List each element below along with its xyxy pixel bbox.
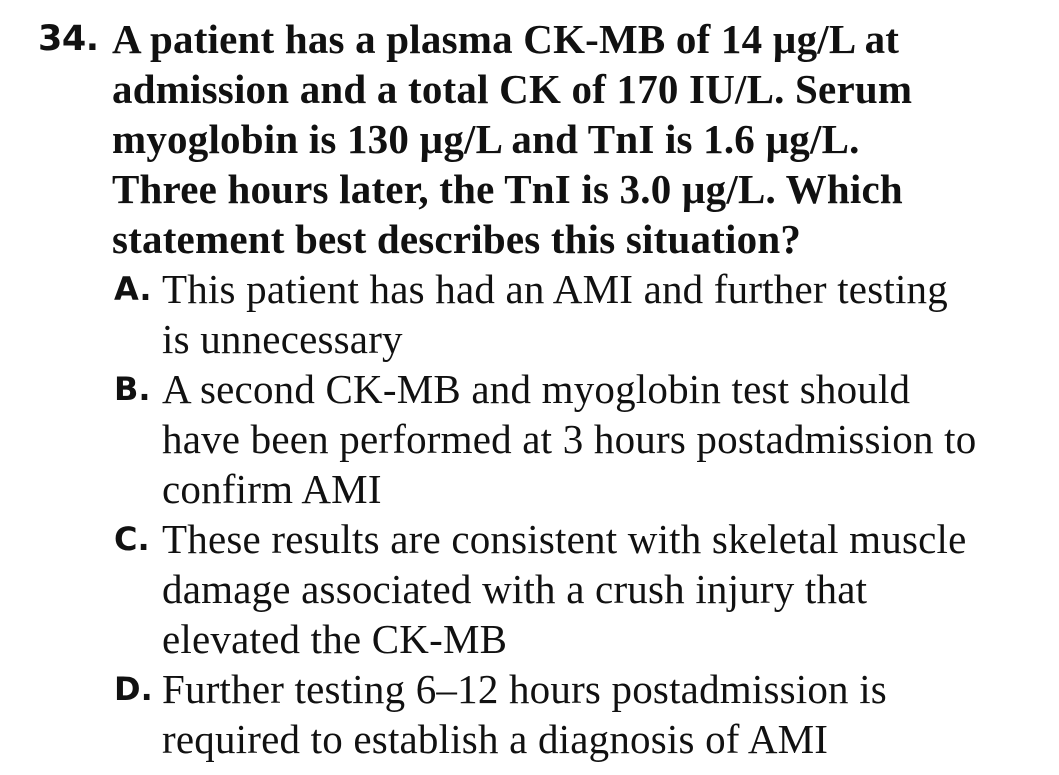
option-line: A second CK-MB and myoglobin test should [162,366,911,412]
option-text [162,514,1042,664]
option-line: This patient has had an AMI and further testing [162,266,948,312]
option-letter: A. [114,270,152,308]
question-number: 34. [38,19,99,59]
option-letter: D. [114,670,153,708]
stem-line: myoglobin is 130 µg/L and TnI is 1.6 µg/L. [112,116,860,162]
option-line: elevated the CK-MB [162,616,508,662]
question-stem [112,14,1042,264]
option-letter: B. [114,370,151,408]
stem-line: admission and a total CK of 170 IU/L. Serum [112,66,913,112]
option-line: have been performed at 3 hours postadmission to [162,416,977,462]
option-text [162,364,1042,514]
option-letter: C. [114,520,150,558]
option-line: Further testing 6–12 hours postadmission is [162,666,887,712]
option-line: damage associated with a crush injury that [162,566,868,612]
option-line: confirm AMI [162,466,382,512]
option-text [162,664,1042,764]
stem-line: Three hours later, the TnI is 3.0 µg/L. Which [112,166,903,212]
option-line: These results are consistent with skeletal muscle [162,516,967,562]
stem-line: A patient has a plasma CK-MB of 14 µg/L at [112,16,900,62]
option-line: required to establish a diagnosis of AMI [162,716,829,762]
option-text [162,264,1042,364]
stem-line: statement best describes this situation? [112,216,802,262]
option-line: is unnecessary [162,316,403,362]
